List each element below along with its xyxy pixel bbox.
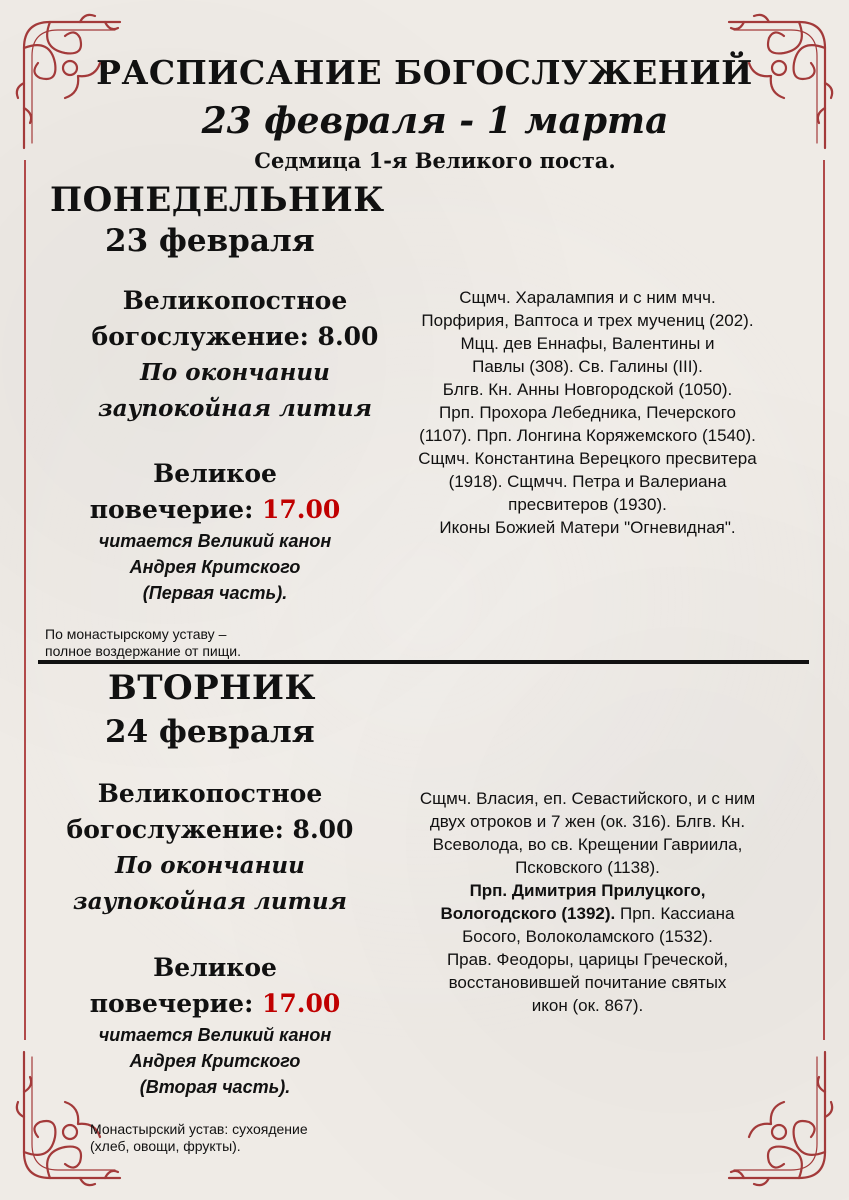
- note-line: (хлеб, овощи, фрукты).: [90, 1138, 241, 1154]
- day-date-tuesday: 24 февраля: [105, 714, 315, 750]
- note-line: По монастырскому уставу –: [45, 626, 227, 642]
- saints-list-tuesday: [365, 787, 810, 1017]
- saints-line: (1107). Прп. Лонгина Коряжемского (1540).: [419, 426, 756, 445]
- morning-service-block-monday: [40, 283, 430, 427]
- note-line: Монастырский устав: сухоядение: [90, 1121, 308, 1137]
- service-time-line: богослужение: 8.00: [91, 322, 379, 351]
- evening-service-block-monday: [20, 456, 410, 606]
- saints-line: Блгв. Кн. Анны Новгородской (1050).: [442, 380, 733, 399]
- service-line: Великопостное: [97, 779, 323, 808]
- saints-line: Прав. Феодоры, царицы Греческой,: [446, 950, 729, 969]
- evening-time-line: [20, 986, 410, 1022]
- canon-part-line: (Вторая часть).: [139, 1077, 291, 1097]
- saints-line: Павлы (308). Св. Галины (III).: [472, 357, 703, 376]
- saints-line: икон (ок. 867).: [531, 996, 644, 1015]
- canon-line: читается Великий канон: [98, 1025, 332, 1045]
- saints-line-mixed: [365, 902, 810, 925]
- saints-line: Босого, Волоколамского (1532).: [462, 927, 713, 946]
- fasting-note-tuesday: [90, 1121, 308, 1155]
- corner-ornament-bottom-right: [719, 1042, 839, 1192]
- saints-line: Иконы Божией Матери "Огневидная".: [439, 518, 736, 537]
- page-title: РАСПИСАНИЕ БОГОСЛУЖЕНИЙ: [96, 53, 753, 92]
- evening-time-line: [20, 492, 410, 528]
- saints-line: Всеволода, во св. Крещении Гавриила,: [432, 835, 743, 854]
- saints-line: восстановившей почитание святых: [448, 973, 727, 992]
- litia-line: заупокойная лития: [98, 395, 372, 422]
- saints-bold-span: Вологодского (1392).: [440, 904, 616, 923]
- saints-line: Порфирия, Вaптоса и трех мучениц (202).: [421, 311, 754, 330]
- fasting-note-monday: [45, 626, 241, 660]
- canon-line: читается Великий канон: [98, 531, 332, 551]
- saints-line: Сщмч. Константина Верецкого пресвитера: [418, 449, 757, 468]
- saints-line: Сщмч. Харалампия и с ним мчч.: [459, 288, 716, 307]
- evening-line: Великое: [153, 459, 277, 488]
- saints-list-monday: [375, 286, 800, 539]
- evening-time: 17.00: [262, 495, 341, 524]
- service-line: Великопостное: [122, 286, 348, 315]
- evening-label: повечерие:: [89, 989, 263, 1018]
- after-line: По окончании: [140, 359, 330, 386]
- litia-line: заупокойная лития: [73, 888, 347, 915]
- evening-time: 17.00: [262, 989, 341, 1018]
- section-divider: [38, 660, 809, 664]
- morning-service-block-tuesday: [10, 776, 410, 920]
- saints-line: Прп. Прохора Лебедника, Печерского: [439, 403, 736, 422]
- canon-author-line: Андрея Критского: [129, 1051, 301, 1071]
- saints-line-bold: Прп. Димитрия Прилуцкого,: [469, 881, 706, 900]
- saints-line: Сщмч. Власия, еп. Севастийского, и с ним: [419, 789, 756, 808]
- saints-line: двух отроков и 7 жен (ок. 316). Блгв. Кн.: [429, 812, 746, 831]
- date-range: 23 февраля - 1 марта: [201, 100, 669, 142]
- evening-line: Великое: [153, 953, 277, 982]
- day-name-tuesday: ВТОРНИК: [108, 668, 316, 708]
- saints-line: Псковского (1138).: [515, 858, 660, 877]
- saints-line: Мцц. дев Еннафы, Валентины и: [460, 334, 715, 353]
- saints-line: пресвитеров (1930).: [508, 495, 667, 514]
- evening-service-block-tuesday: [20, 950, 410, 1100]
- service-time-line: богослужение: 8.00: [66, 815, 354, 844]
- day-name-monday: ПОНЕДЕЛЬНИК: [50, 180, 385, 220]
- after-line: По окончании: [115, 852, 305, 879]
- saints-span: Прп. Кассиана: [615, 904, 735, 923]
- border-line-right: [823, 160, 825, 1040]
- saints-line: (1918). Сщмчч. Петра и Валериана: [448, 472, 727, 491]
- evening-label: повечерие:: [89, 495, 263, 524]
- day-date-monday: 23 февраля: [105, 223, 315, 259]
- canon-author-line: Андрея Критского: [129, 557, 301, 577]
- note-line: полное воздержание от пищи.: [45, 643, 241, 659]
- week-subtitle: Седмица 1-я Великого поста.: [254, 148, 616, 173]
- canon-part-line: (Первая часть).: [142, 583, 288, 603]
